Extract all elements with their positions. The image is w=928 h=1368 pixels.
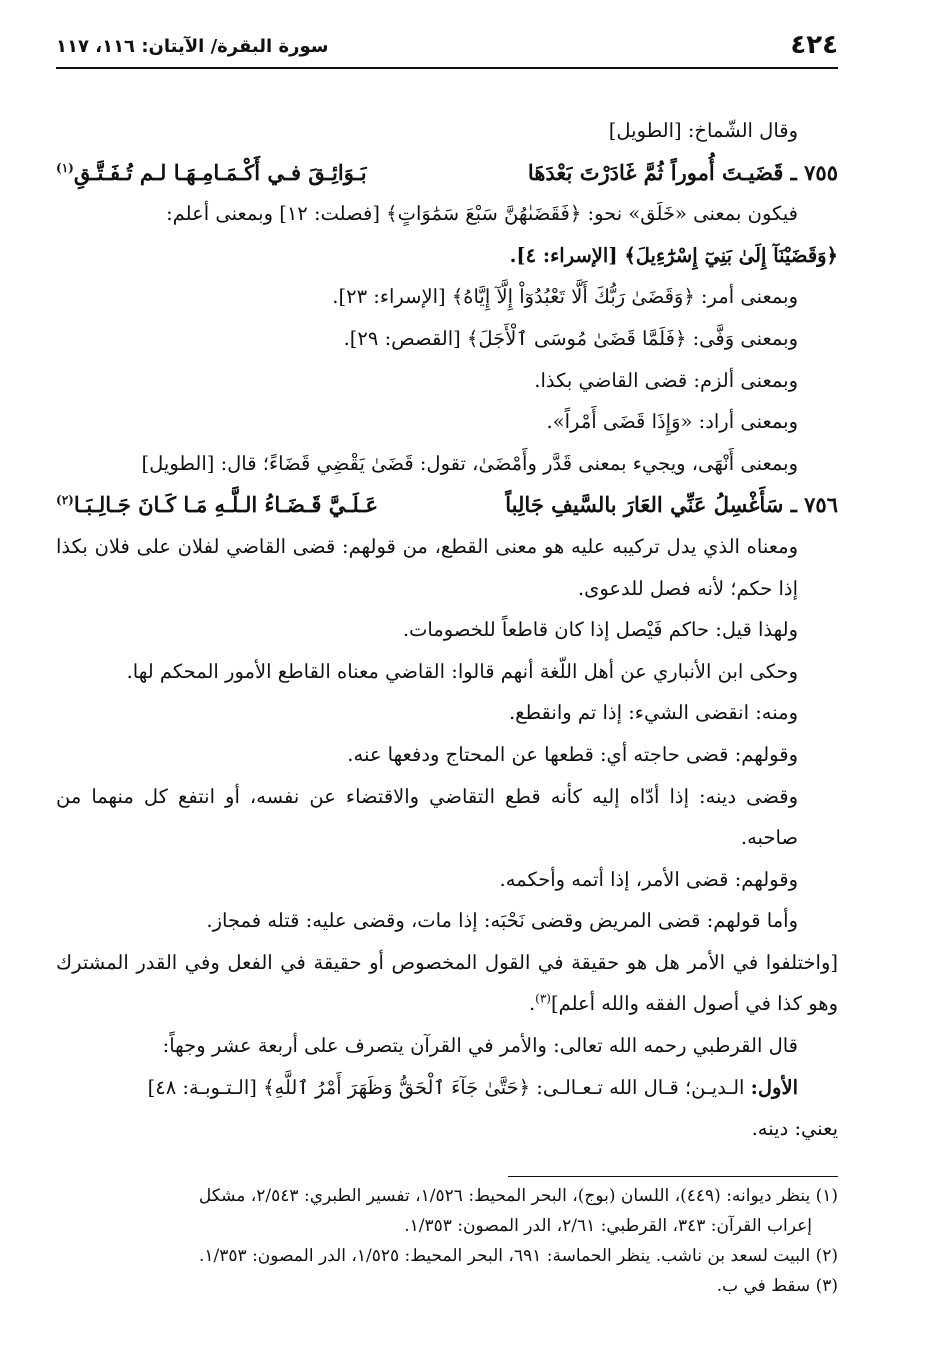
paragraph: وبمعنى وَفَّى: ﴿فَلَمَّا قَضَىٰ مُوسَى ٱلْأَجَلَ﴾ [القصص: ٢٩]. bbox=[343, 326, 798, 350]
paragraph: وأما قولهم: قضى المريض وقضى نَحْبَه: إذا مات، وقضى عليه: قتله فمجاز. bbox=[206, 909, 798, 933]
verse-hemistich-first: ٧٥٦ ـ سَأَغْسِلُ عَنِّي العَارَ بالسَّيفِ جَالِباً bbox=[505, 492, 838, 518]
verse-hemistich-second-text: بَـوَائِـقَ فـي أَكْـمَـامِـهَـا لـم تُـفَـتَّـقِ bbox=[73, 159, 367, 185]
paragraph: فيكون بمعنى «خَلَق» نحو: ﴿فَقَضَىٰهُنَّ سَبْعَ سَمَٰوَاتٍ﴾ [فصلت: ١٢] وبمعنى أعلم: bbox=[166, 202, 798, 226]
paragraph: وحكى ابن الأنباري عن أهل اللّغة أنهم قالوا: القاضي معناه القاطع الأمور المحكم لها. bbox=[126, 659, 798, 683]
page-number: ٤٢٤ bbox=[790, 30, 838, 60]
footnote-rule bbox=[508, 1176, 838, 1177]
verse-hemistich-second-text: عَـلَـيَّ قَـضَـاءُ الـلَّـهِ مَـا كَـانَ جَـالِـبَـا bbox=[73, 492, 378, 518]
book-page bbox=[56, 30, 838, 1301]
paragraph: ومعناه الذي يدل تركيبه عليه هو معنى القطع، من قولهم: قضى القاضي لفلان على فلان بكذا إذا حكم؛ لأنه فصل للدعوى. bbox=[56, 534, 798, 600]
poetry-verse-755 bbox=[56, 152, 838, 194]
paragraph: وبمعنى أَنْهَى، ويجيء بمعنى قَدَّر وأَمْضَىٰ، تقول: قَضَىٰ يَقْضِي قَضَاءً؛ قال: [الطويل] bbox=[141, 451, 798, 475]
paragraph: وقضى دينه: إذا أدّاه إليه كأنه قطع التقاضي والاقتضاء عن نفسه، أو انتفع كل منهما من صاحبه. bbox=[56, 784, 798, 850]
paragraph: وبمعنى ألزم: قضى القاضي بكذا. bbox=[534, 368, 798, 392]
footnote-1: (١) ينظر ديوانه: (٤٤٩)، اللسان (بوج)، البحر المحيط: ١/٥٢٦، تفسير الطبري: ٢/٥٤٣، مشكل bbox=[198, 1185, 838, 1206]
verse-hemistich-first: ٧٥٥ ـ قَضَيـتَ أُموراً ثُمَّ غَادَرْتَ بَعْدَهَا bbox=[527, 159, 838, 185]
first-meaning bbox=[56, 1067, 838, 1109]
first-meaning-continuation: يعني: دينه. bbox=[751, 1117, 838, 1141]
paragraph: وبمعنى أمر: ﴿وَقَضَىٰ رَبُّكَ أَلَّا تَعْبُدُوٓاْ إِلَّآ إِيَّاهُ﴾ [الإسراء: ٢٣]. bbox=[332, 285, 798, 309]
paragraph: ولهذا قيل: حاكم فَيْصل إذا كان قاطعاً للخصومات. bbox=[402, 618, 798, 642]
paragraph: وقولهم: قضى الأمر، إذا أتمه وأحكمه. bbox=[499, 867, 798, 891]
verse-hemistich-second bbox=[56, 484, 378, 526]
bracket-note: [واختلفوا في الأمر هل هو حقيقة في القول المخصوص أو حقيقة في الفعل وفي القدر المشترك وهو كذا في أصول الفقه والله أعلم]$^{(٣)}$. bbox=[56, 950, 838, 1016]
paragraph: وقولهم: قضى حاجته أي: قطعها عن المحتاج ودفعها عنه. bbox=[347, 742, 798, 766]
footnote-ref: (١) bbox=[56, 160, 74, 175]
main-text bbox=[56, 110, 838, 1150]
paragraph: ومنه: انقضى الشيء: إذا تم وانقطع. bbox=[508, 701, 798, 725]
quran-citation: ﴿وَقَضَيْنَآ إِلَىٰ بَنِيٓ إِسْرَٰٓءِيلَ﴾ [الإسراء: ٤]. bbox=[509, 243, 838, 267]
header-rule bbox=[56, 67, 838, 69]
page-header bbox=[56, 30, 838, 68]
footnote-ref: (٣) bbox=[535, 991, 551, 1006]
poetry-verse-756 bbox=[56, 484, 838, 526]
first-meaning-label: الأول: bbox=[750, 1075, 798, 1099]
verse-intro: وقال الشّماخ: [الطويل] bbox=[608, 119, 798, 142]
first-meaning-text: الـديـن؛ قـال الله تـعـالـى: ﴿حَتَّىٰ جَآءَ ٱلْحَقُّ وَظَهَرَ أَمْرُ ٱللَّهِ﴾ [الـتـوبـة: ٤٨] bbox=[147, 1075, 745, 1099]
footnote-1-continuation: إعراب القرآن: ٣٤٣، القرطبي: ٢/٦١، الدر المصون: ١/٣٥٣. bbox=[404, 1215, 812, 1236]
paragraph: قال القرطبي رحمه الله تعالى: والأمر في القرآن يتصرف على أربعة عشر وجهاً: bbox=[162, 1034, 798, 1058]
running-title: سورة البقرة/ الآيتان: ١١٦، ١١٧ bbox=[56, 36, 329, 57]
footnote-2: (٢) البيت لسعد بن ناشب. ينظر الحماسة: ٦٩١، البحر المحيط: ١/٥٢٥، الدر المصون: ١/٣٥٣. bbox=[199, 1245, 838, 1266]
footnote-ref: (٢) bbox=[56, 493, 74, 508]
verse-hemistich-second bbox=[56, 152, 367, 194]
footnote-3: (٣) سقط في ب. bbox=[716, 1275, 838, 1296]
bracket-note-text: [واختلفوا في الأمر هل هو حقيقة في القول المخصوص أو حقيقة في الفعل وفي القدر المشترك وهو كذا في أصول الفقه والله أعلم] bbox=[56, 950, 838, 1016]
footnotes bbox=[56, 1181, 838, 1301]
paragraph: وبمعنى أراد: «وَإِذَا قَضَى أَمْراً». bbox=[546, 410, 798, 434]
